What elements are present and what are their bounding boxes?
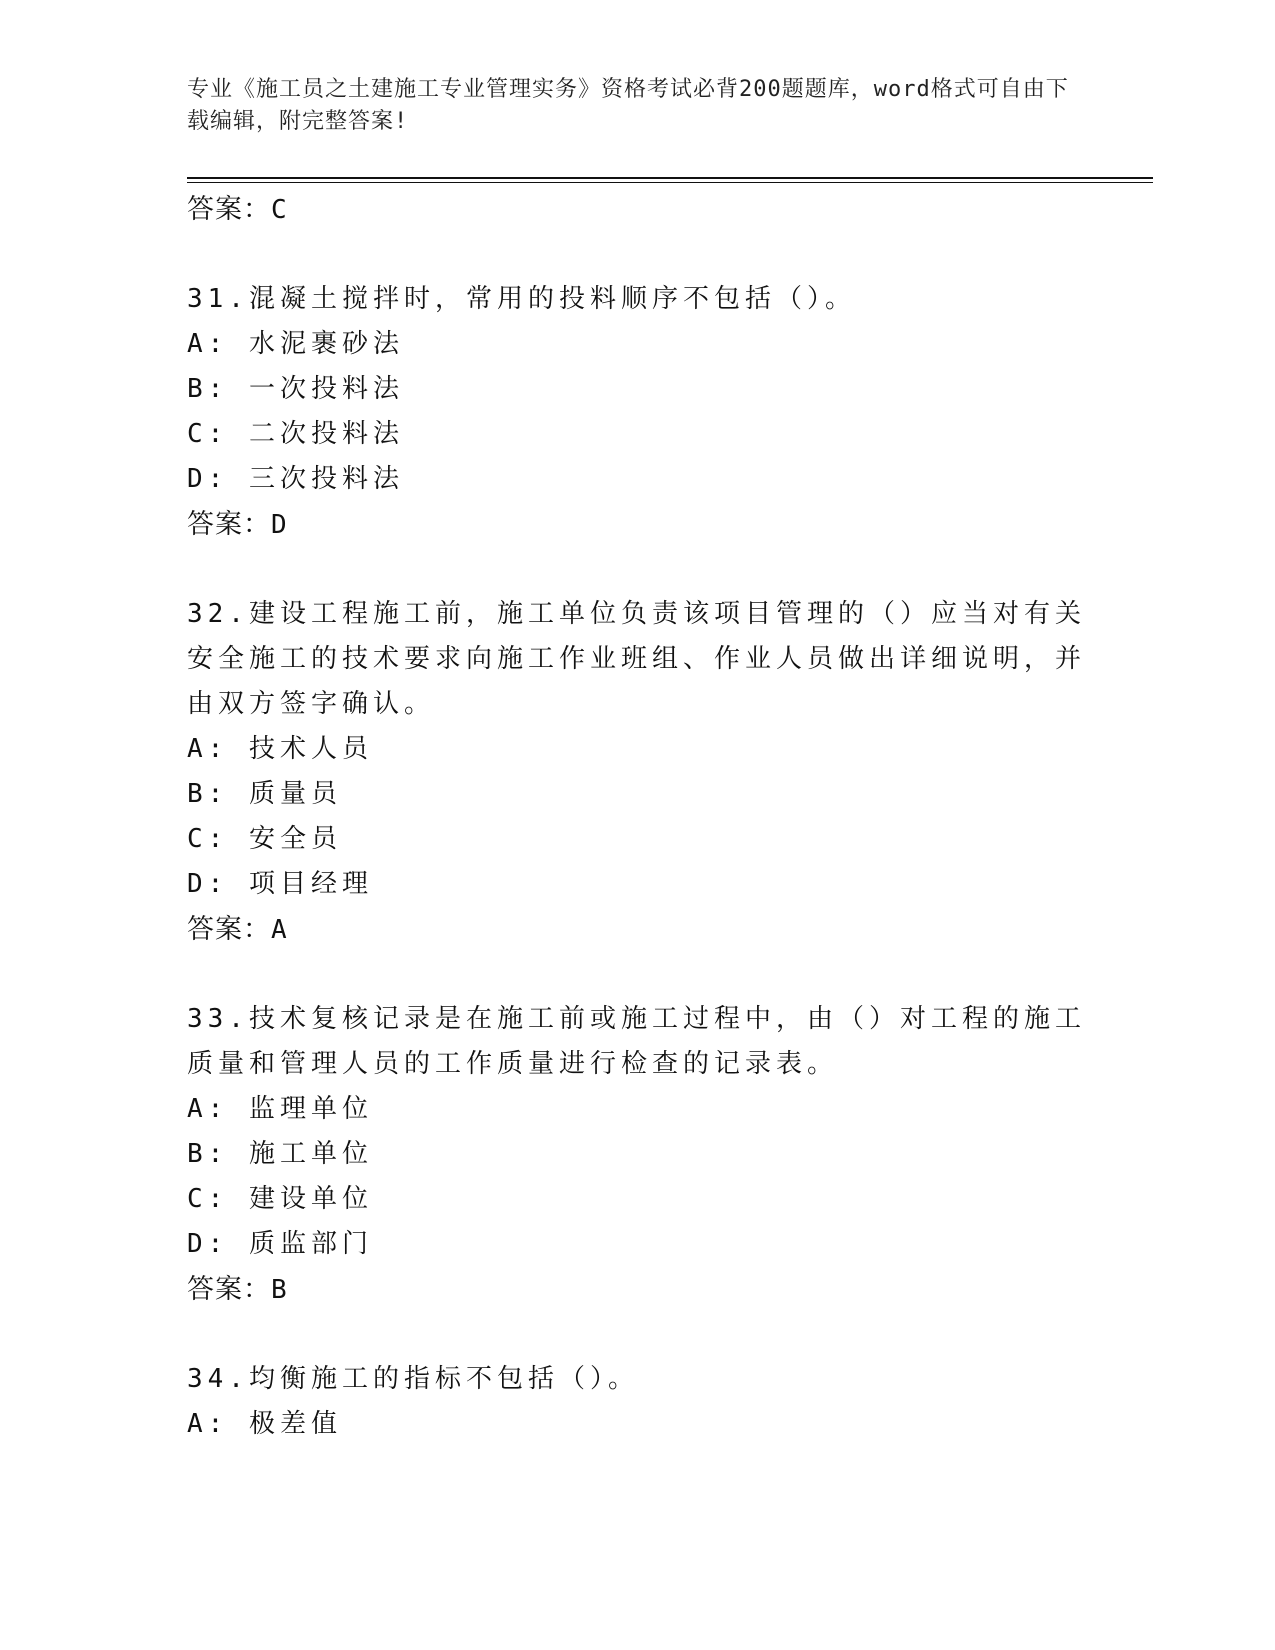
- question-block-31: [187, 277, 1087, 548]
- answer-line: [187, 187, 1087, 233]
- option-b: B: 施工单位: [187, 1139, 373, 1169]
- option-d: D: 项目经理: [187, 869, 373, 899]
- option-c: C: 二次投料法: [187, 419, 404, 449]
- answer-line: [187, 907, 1087, 953]
- answer-line: [187, 502, 1087, 548]
- answer-line: [187, 1267, 1087, 1313]
- page-header: 专业《施工员之土建施工专业管理实务》资格考试必背200题题库，word格式可自由下载编辑，附完整答案!: [187, 77, 1069, 134]
- option-c: C: 建设单位: [187, 1184, 373, 1214]
- option-b: B: 质量员: [187, 779, 342, 809]
- question-stem: 33.技术复核记录是在施工前或施工过程中，由（）对工程的施工质量和管理人员的工作质量进行检查的记录表。: [187, 1004, 1086, 1079]
- header-divider-thick: [187, 177, 1153, 179]
- option-c: C: 安全员: [187, 824, 342, 854]
- answer-label: 答案：: [187, 1274, 271, 1305]
- answer-label: 答案：: [187, 509, 271, 540]
- option-a: A: 水泥裹砂法: [187, 329, 404, 359]
- answer-value: D: [271, 510, 288, 540]
- answer-label: 答案：: [187, 914, 271, 945]
- answer-value: B: [271, 1275, 288, 1305]
- question-list: [187, 187, 1087, 1447]
- option-d: D: 质监部门: [187, 1229, 373, 1259]
- question-stem: 34.均衡施工的指标不包括（）。: [187, 1364, 639, 1394]
- question-block-32: [187, 592, 1087, 953]
- option-a: A: 监理单位: [187, 1094, 373, 1124]
- question-stem: 31.混凝土搅拌时，常用的投料顺序不包括（）。: [187, 284, 856, 314]
- option-a: A: 极差值: [187, 1409, 342, 1439]
- question-block-34: [187, 1357, 1087, 1447]
- option-a: A: 技术人员: [187, 734, 373, 764]
- answer-value: A: [271, 915, 288, 945]
- header-divider-thin: [187, 182, 1153, 183]
- option-d: D: 三次投料法: [187, 464, 404, 494]
- question-stem: 32.建设工程施工前，施工单位负责该项目管理的（）应当对有关安全施工的技术要求向施工作业班组、作业人员做出详细说明，并由双方签字确认。: [187, 599, 1087, 719]
- option-b: B: 一次投料法: [187, 374, 404, 404]
- question-block-33: [187, 997, 1087, 1313]
- answer-label: 答案：: [187, 194, 271, 225]
- answer-value: C: [271, 195, 288, 225]
